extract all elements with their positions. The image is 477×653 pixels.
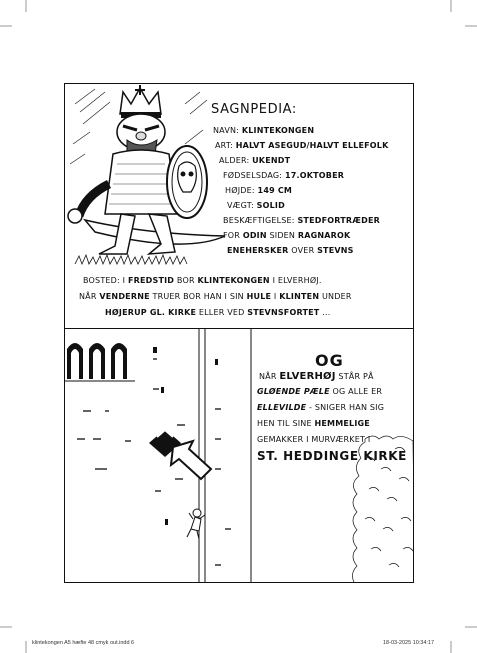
fact-row-alder: ALDER: UKENDT	[219, 156, 291, 165]
og-line-6: ST. HEDDINGE KIRKE	[257, 449, 407, 463]
bosted-line-1: BOSTED: I FREDSTID BOR KLINTEKONGEN I ELVERHØJ.	[83, 276, 322, 285]
bosted-caption	[64, 272, 414, 328]
fact-row-vaegt: VÆGT: SOLID	[227, 201, 285, 210]
fact-row-enehersker: ENEHERSKER OVER STEVNS	[227, 246, 354, 255]
sagnpedia-title: SAGNPEDIA:	[211, 102, 297, 117]
og-heading: OG	[315, 351, 344, 370]
bosted-line-2: NÅR VENDERNE TRUER BOR HAN I SIN HULE I KLINTEN UNDER	[79, 292, 352, 301]
fact-row-navn: NAVN: KLINTEKONGEN	[213, 126, 315, 135]
fact-row-art: ART: HALVT ASEGUD/HALVT ELLEFOLK	[215, 141, 389, 150]
fact-row-beskaeftigelse: BESKÆFTIGELSE: STEDFORTRÆDER	[223, 216, 381, 225]
og-line-4: HEN TIL SINE HEMMELIGE	[257, 419, 370, 428]
fact-row-hojde: HØJDE: 149 CM	[225, 186, 293, 195]
og-line-1: NÅR ELVERHØJ STÅR PÅ	[259, 371, 374, 382]
og-line-5: GEMAKKER I MURVÆRKET I	[257, 435, 371, 444]
bosted-line-3: HØJERUP GL. KIRKE ELLER VED STEVNSFORTET ...	[105, 308, 331, 317]
og-line-2: GLØENDE PÆLE OG ALLE ER	[257, 387, 383, 396]
print-slug-right: 18-03-2025 10:34:17	[383, 640, 435, 646]
church-panel	[64, 328, 414, 583]
sagnpedia-panel	[64, 83, 414, 273]
og-line-3: ELLEVILDE - SNIGER HAN SIG	[257, 403, 385, 412]
fact-row-fodselsdag: FØDSELSDAG: 17.OKTOBER	[223, 171, 345, 180]
fact-row-for-odin: FOR ODIN SIDEN RAGNAROK	[223, 231, 351, 240]
print-slug-left: klintekongen A5 hæfte 48 cmyk out.indd 6	[32, 640, 135, 646]
